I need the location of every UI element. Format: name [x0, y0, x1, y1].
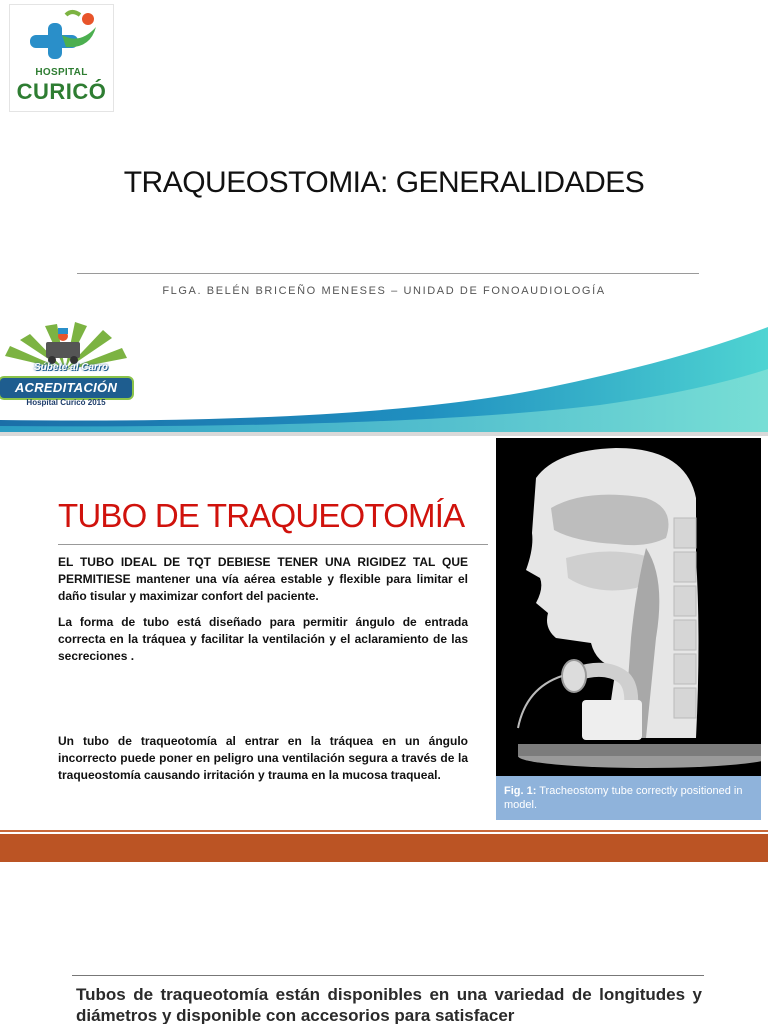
badge-acreditacion-text: ACREDITACIÓN: [0, 376, 134, 400]
logo-hospital-text: HOSPITAL: [35, 67, 88, 78]
head-model-illustration: [496, 438, 761, 776]
footer-band: [0, 834, 768, 862]
title-divider: [77, 273, 699, 274]
paragraph-incorrect-angle: Un tubo de traqueotomía al entrar en la tráquea en un ángulo incorrecto puede poner en peligro una ventilación segura a través de la traqueostomía causando irritación y trauma en la mucosa traqueal.: [58, 734, 468, 782]
hospital-cross-icon: [10, 5, 113, 67]
next-slide-partial: [0, 864, 768, 1024]
slide3-divider: [72, 975, 704, 976]
figure-caption: [496, 776, 761, 820]
tracheostomy-model-image: [496, 438, 761, 776]
presentation-title: TRAQUEOSTOMIA: GENERALIDADES: [123, 166, 645, 199]
author-line: FLGA. BELÉN BRICEÑO MENESES – UNIDAD DE FONOAUDIOLOGÍA: [162, 285, 606, 297]
logo-curico-text: CURICÓ: [16, 79, 107, 104]
badge-hospital-year-text: Hospital Curicó 2015: [26, 398, 106, 407]
paragraph-rigidity: EL TUBO IDEAL DE TQT DEBIESE TENER UNA RIGIDEZ TAL QUE PERMITIESE mantener una vía aérea estable y flexible para limitar el daño tisular y maximizar confort del paciente.: [58, 555, 468, 603]
footer-accent-line: [0, 830, 768, 832]
slide-title: TUBO DE TRAQUEOTOMÍA: [58, 497, 465, 534]
hospital-logo: [9, 4, 114, 112]
title-slide: [0, 0, 768, 432]
badge-subete-text: Súbete al Carro: [34, 362, 108, 373]
title-underline: [58, 544, 488, 545]
figure-caption-text: Tracheostomy tube correctly positioned in model.: [504, 785, 743, 811]
paragraph-tube-shape: La forma de tubo está diseñado para permitir ángulo de entrada correcta en la tráquea y facilitar la ventilación y el aclaramiento de las secreciones .: [58, 615, 468, 663]
content-slide: [0, 436, 768, 864]
figure-number: Fig. 1:: [504, 785, 537, 797]
paragraph-tube-variety: Tubos de traqueotomía están disponibles en una variedad de longitudes y diámetros y disponible con accesorios para satisfacer: [76, 985, 702, 1024]
